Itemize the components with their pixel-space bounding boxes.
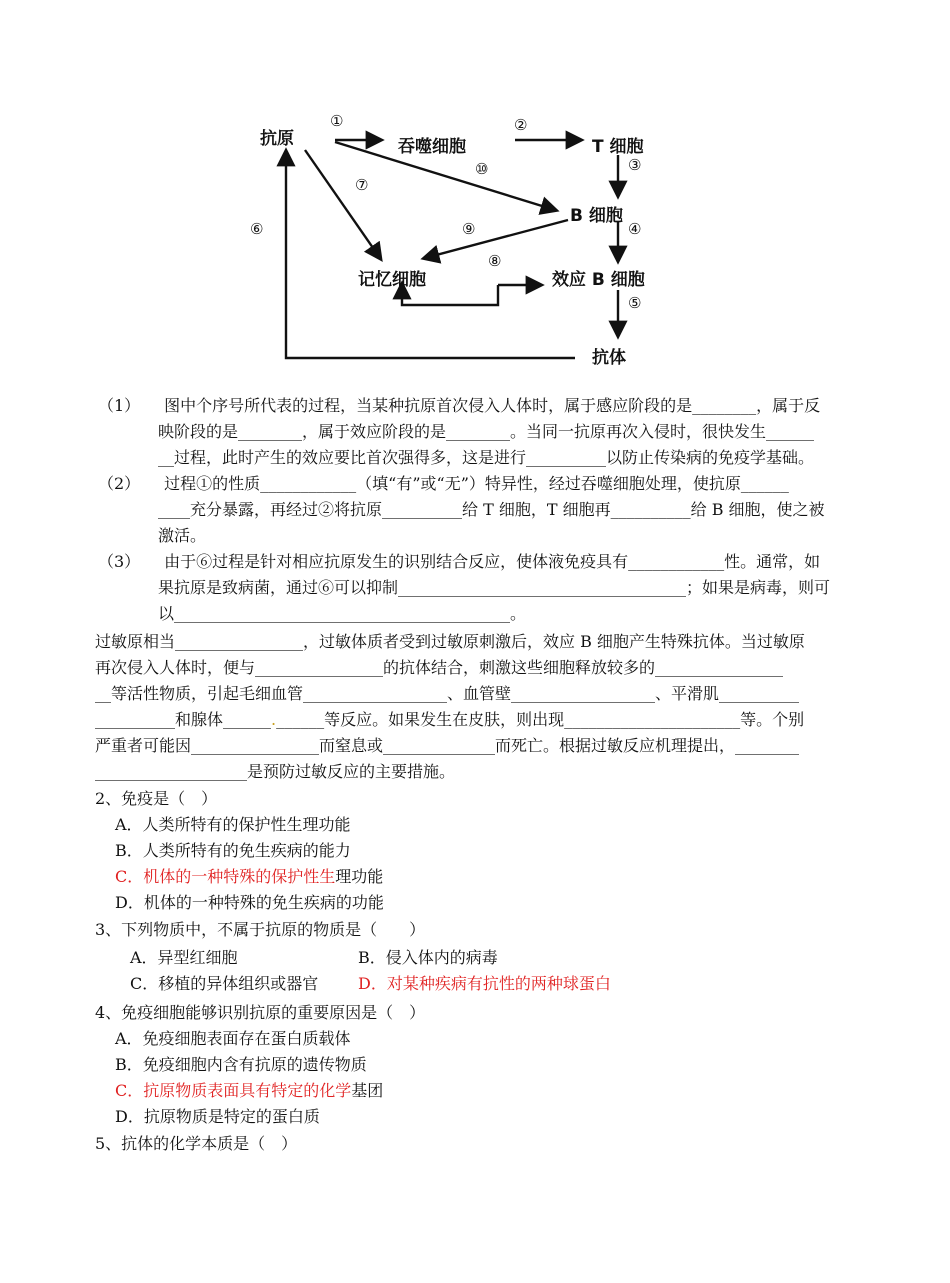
q1-line-8: 果抗原是致病菌，通过⑥可以抑制____________________________________；如果是病毒，则可 [158,578,831,597]
q2-option-c-highlight: C．机体的一种特殊的保护性生 [115,867,336,886]
q3-option-a: A．异型红细胞 [130,948,238,967]
q2-option-b: B．人类所特有的免生疾病的能力 [115,841,351,860]
label-8: ⑧ [488,252,502,270]
allergy-line-5: 严重者可能因________________而窒息或______________而死亡。根据过敏反应机理提出，________ [95,736,800,755]
q4-option-a: A．免疫细胞表面存在蛋白质载体 [115,1029,351,1048]
arrow-6 [286,152,575,358]
q1-line-1: （1） 图中个序号所代表的过程，当某种抗原首次侵入人体时，属于感应阶段的是________，属于反 [98,396,821,415]
allergy-line-2: 再次侵入人体时，便与________________的抗体结合，刺激这些细胞释放较多的________________ [95,658,784,677]
allergy-line-4b: ______等反应。如果发生在皮肤，则出现______________________等。个别 [276,710,805,729]
node-antigen: 抗原 [260,129,294,149]
allergy-line-1: 过敏原相当________________，过敏体质者受到过敏原刺激后，效应 B 细胞产生特殊抗体。当过敏原 [95,632,805,651]
q4-option-c-rest: 基团 [351,1081,384,1100]
q2-option-c-rest: 理功能 [335,867,384,886]
node-antibody: 抗体 [592,348,626,368]
label-5: ⑤ [628,294,642,312]
immune-process-diagram [230,100,720,370]
q1-line-6: 激活。 [158,526,207,545]
allergy-line-4a: __________和腺体______ [95,710,272,729]
q2-option-c [115,864,383,890]
q1-line-7: （3） 由于⑥过程是针对相应抗原发生的识别结合反应，使体液免疫具有____________性。通常，如 [98,552,821,571]
q2-option-a: A．人类所特有的保护性生理功能 [115,815,351,834]
q4-option-c [115,1078,383,1104]
allergy-line-6: ___________________是预防过敏反应的主要措施。 [95,762,456,781]
label-9: ⑨ [462,220,476,238]
allergy-line-3: __等活性物质，引起毛细血管__________________、血管壁__________________、平滑肌__________ [95,684,800,703]
arrow-7 [305,150,380,258]
node-phagocyte: 吞噬细胞 [398,137,466,157]
node-memory-cell: 记忆细胞 [358,270,426,290]
q4-option-b: B．免疫细胞内含有抗原的遗传物质 [115,1055,367,1074]
node-t-cell: T 细胞 [592,137,644,157]
q1-line-9: 以__________________________________________。 [158,604,527,623]
node-effector-b: 效应 B 细胞 [552,270,645,290]
q4-option-d: D．抗原物质是特定的蛋白质 [115,1107,320,1126]
q1-line-3: __过程，此时产生的效应要比首次强得多，这是进行__________以防止传染病的免疫学基础。 [158,448,815,467]
label-10: ⑩ [475,160,489,178]
label-7: ⑦ [355,176,369,194]
q1-line-5: ____充分暴露，再经过②将抗原__________给 T 细胞，T 细胞再__________给 B 细胞，使之被 [158,500,825,519]
allergy-line-4 [95,707,804,733]
q2-stem: 2、免疫是（ ） [95,789,218,808]
label-4: ④ [628,220,642,238]
q5-stem: 5、抗体的化学本质是（ ） [95,1134,298,1153]
q3-option-d: D．对某种疾病有抗性的两种球蛋白 [358,974,611,993]
q3-stem: 3、下列物质中，不属于抗原的物质是（ ） [95,920,426,939]
q4-stem: 4、免疫细胞能够识别抗原的重要原因是（ ） [95,1003,426,1022]
q3-option-b: B．侵入体内的病毒 [358,948,498,967]
q2-option-d: D．机体的一种特殊的免生疾病的功能 [115,893,384,912]
q1-line-4: （2） 过程①的性质____________（填“有”或“无”）特异性，经过吞噬细胞处理，使抗原______ [98,474,789,493]
label-6: ⑥ [250,220,264,238]
label-1: ① [330,112,344,130]
label-3: ③ [628,156,642,174]
node-b-cell: B 细胞 [570,206,623,226]
q3-option-c: C．移植的异体组织或器官 [130,974,319,993]
q4-option-c-highlight: C．抗原物质表面具有特定的化学 [115,1081,352,1100]
allergy-dot: . [271,710,277,729]
q1-line-2: 映阶段的是________，属于效应阶段的是________。当同一抗原再次入侵时，很快发生______ [158,422,815,441]
label-2: ② [514,116,528,134]
